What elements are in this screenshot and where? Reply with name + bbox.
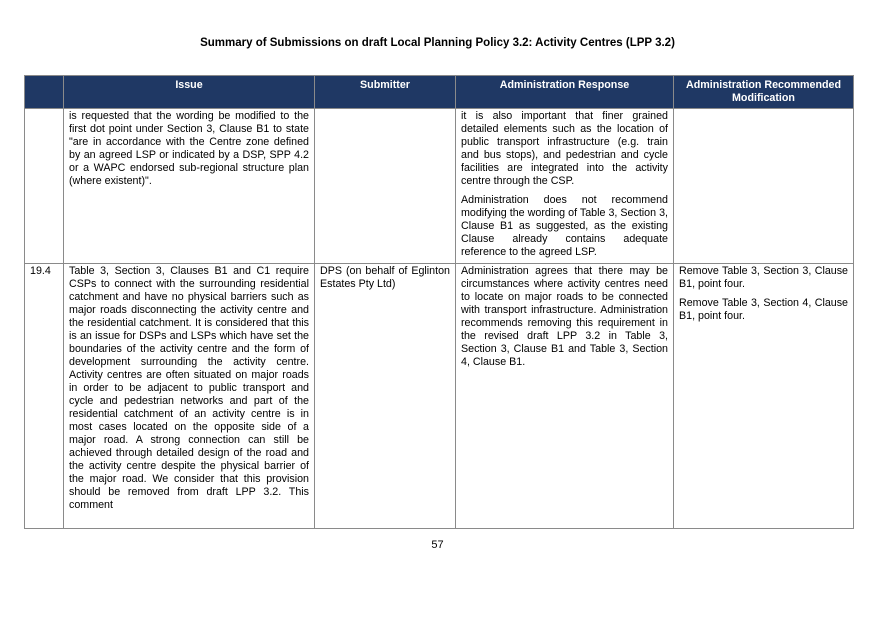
header-issue: Issue xyxy=(64,76,315,109)
header-recommended-modification: Administration Recommended Modification xyxy=(674,76,854,109)
submitter-cell: DPS (on behalf of Eglinton Estates Pty Ltd) xyxy=(315,264,456,529)
issue-cell: is requested that the wording be modified to the first dot point under Section 3, Clause B1 to state "are in accordance with the Centre zone defined by an agreed LSP or indicated by a DSP, SPP 4.2 or a WAPC endorsed sub-regional structure plan (where existent)". xyxy=(64,109,315,264)
page-title: Summary of Submissions on draft Local Planning Policy 3.2: Activity Centres (LPP 3.2) xyxy=(200,37,675,49)
issue-cell: Table 3, Section 3, Clauses B1 and C1 require CSPs to connect with the surrounding residential catchment and have no physical barriers such as major roads disconnecting the activity centre and the residential catchment. It is considered that this is an issue for DSPs and LSPs which have set the boundaries of the activity centre and the form of development surrounding the activity centre. Activity centres are often situated on major roads in order to be adjacent to public transport and cycle and pedestrian networks and part of the residential catchment of an activity centre is in most cases located on the opposite side of a major road. A strong connection can still be achieved through detailed design of the road and the activity centre despite the physical barrier of the major road. We consider that this provision should be removed from draft LPP 3.2. This comment xyxy=(64,264,315,529)
modification-paragraph: Remove Table 3, Section 4, Clause B1, point four. xyxy=(679,297,848,322)
header-administration-response: Administration Response xyxy=(456,76,674,109)
row-number xyxy=(25,109,64,264)
page-number: 57 xyxy=(431,539,444,551)
response-paragraph: it is also important that finer grained detailed elements such as the location of public transport infrastructure (e.g. train and bus stops), and pedestrian and cycle facilities are integrated into the activity centre through the CSP. xyxy=(461,110,668,187)
modification-cell xyxy=(674,264,854,529)
response-paragraph: Administration agrees that there may be circumstances where activity centres need to locate on major roads to be connected with transport infrastructure. Administration recommends removing this requirement in the revised draft LPP 3.2 in Table 3, Section 3, Clause B1 and Table 3, Section 4, Clause B1. xyxy=(461,265,668,368)
header-submitter: Submitter xyxy=(315,76,456,109)
response-paragraph: Administration does not recommend modifying the wording of Table 3, Section 3, Clause B1 as suggested, as the existing Clause already contains adequate reference to the agreed LSP. xyxy=(461,194,668,258)
header-number xyxy=(25,76,64,109)
response-cell xyxy=(456,264,674,529)
submitter-cell xyxy=(315,109,456,264)
table-row xyxy=(25,109,854,264)
response-cell xyxy=(456,109,674,264)
row-number: 19.4 xyxy=(25,264,64,529)
table-row xyxy=(25,264,854,529)
table-header-row xyxy=(25,76,854,109)
modification-cell xyxy=(674,109,854,264)
modification-paragraph: Remove Table 3, Section 3, Clause B1, point four. xyxy=(679,265,848,290)
submissions-table xyxy=(24,75,854,529)
